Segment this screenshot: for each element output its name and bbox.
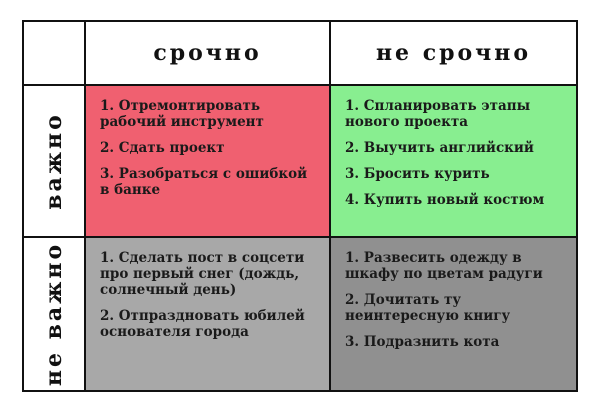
row-header-important-label: важно [41,112,68,210]
task-item: 3. Подразнить кота [345,334,500,350]
row-header-important [24,86,86,238]
task-item: 2. Отпраздновать юбилей основателя города [100,308,305,340]
task-item: 2. Выучить английский [345,140,534,156]
quadrant-important-not-urgent [331,86,576,238]
quadrant-not-important-urgent [86,238,331,390]
column-header-urgent-label: срочно [153,40,262,66]
task-item: 1. Развесить одежду в шкафу по цветам радуги [345,250,543,282]
column-header-urgent [86,22,331,86]
task-item: 1. Спланировать этапы нового проекта [345,98,531,130]
task-list [100,250,319,340]
task-item: 1. Отремонтировать рабочий инструмент [100,98,264,130]
task-list [345,250,566,350]
corner-cell [24,22,86,86]
task-list [100,98,319,198]
task-item: 2. Сдать проект [100,140,225,156]
quadrant-important-urgent [86,86,331,238]
row-header-not-important-label: не важно [41,241,68,387]
task-item: 1. Сделать пост в соцсети про первый снег (дождь, солнечный день) [100,250,305,298]
column-header-not-urgent-label: не срочно [375,40,532,66]
task-item: 3. Разобраться с ошибкой в банке [100,166,308,198]
row-header-not-important [24,238,86,390]
eisenhower-matrix [22,20,578,392]
task-item: 2. Дочитать ту неинтересную книгу [345,292,511,324]
quadrant-not-important-not-urgent [331,238,576,390]
task-list [345,98,566,208]
task-item: 4. Купить новый костюм [345,192,545,208]
task-item: 3. Бросить курить [345,166,490,182]
column-header-not-urgent [331,22,576,86]
